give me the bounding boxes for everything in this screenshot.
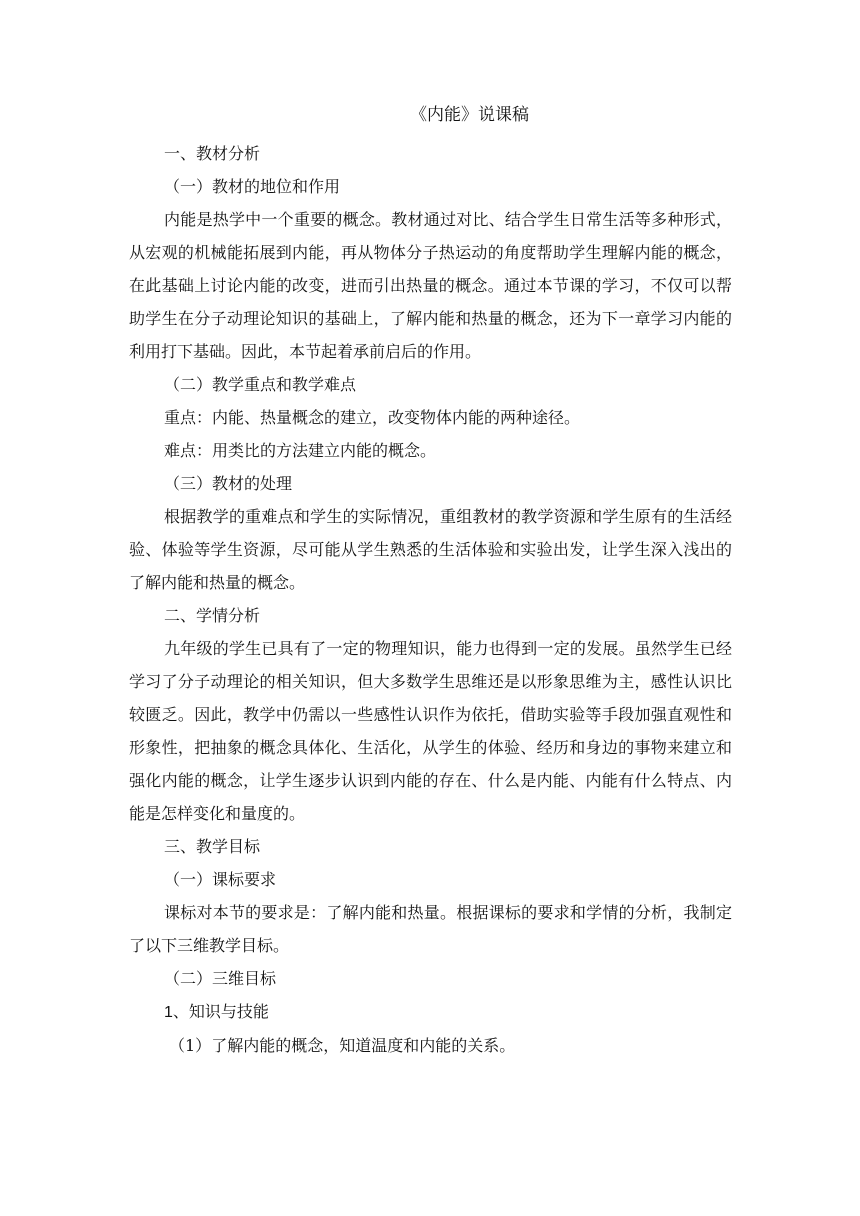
paragraph-1-1: 内能是热学中一个重要的概念。教材通过对比、结合学生日常生活等多种形式，从宏观的机械能拓展到内能，再从物体分子热运动的角度帮助学生理解内能的概念，在此基础上讨论内能的改变，进而引出热量的概念。通过本节课的学习，不仅可以帮助学生在分子动理论知识的基础上，了解内能和热量的概念，还为下一章学习内能的利用打下基础。因此，本节起着承前启后的作用。 bbox=[129, 210, 732, 361]
paragraph-3-1: 课标对本节的要求是：了解内能和热量。根据课标的要求和学情的分析，我制定了以下三维教学目标。 bbox=[129, 903, 732, 955]
subsection-heading-3-2: （二）三维目标 bbox=[164, 969, 277, 988]
paragraph-2: 九年级的学生已具有了一定的物理知识，能力也得到一定的发展。虽然学生已经学习了分子动理论的相关知识，但大多数学生思维还是以形象思维为主，感性认识比较匮乏。因此，教学中仍需以一些感性认识作为依托，借助实验等手段加强直观性和形象性，把抽象的概念具体化、生活化，从学生的体验、经历和身边的事物来建立和强化内能的概念，让学生逐步认识到内能的存在、什么是内能、内能有什么特点、内能是怎样变化和量度的。 bbox=[129, 639, 732, 823]
list-item-number: （1） bbox=[169, 1036, 212, 1055]
subsection-heading-3-1: （一）课标要求 bbox=[164, 870, 277, 889]
list-heading-text: 、知识与技能 bbox=[172, 1002, 269, 1021]
document-body bbox=[129, 104, 732, 1062]
subsection-heading-1-1: （一）教材的地位和作用 bbox=[164, 177, 341, 196]
paragraph-1-3: 根据教学的重难点和学生的实际情况，重组教材的教学资源和学生原有的生活经验、体验等学生资源，尽可能从学生熟悉的生活体验和实验出发，让学生深入浅出的了解内能和热量的概念。 bbox=[129, 507, 732, 592]
document-title: 《内能》说课稿 bbox=[410, 105, 529, 125]
list-number: 1 bbox=[164, 1004, 173, 1021]
difficulty-line: 难点：用类比的方法建立内能的概念。 bbox=[164, 441, 437, 460]
list-item-text: 了解内能的概念，知道温度和内能的关系。 bbox=[211, 1036, 516, 1055]
list-heading-knowledge bbox=[129, 995, 732, 1029]
section-heading-1: 一、教材分析 bbox=[164, 144, 261, 163]
list-item-1 bbox=[129, 1029, 732, 1062]
key-point-line: 重点：内能、热量概念的建立，改变物体内能的两种途径。 bbox=[164, 408, 581, 427]
subsection-heading-1-3: （三）教材的处理 bbox=[164, 474, 293, 493]
section-heading-3: 三、教学目标 bbox=[164, 837, 261, 856]
section-heading-2: 二、学情分析 bbox=[164, 606, 261, 625]
subsection-heading-1-2: （二）教学重点和教学难点 bbox=[164, 375, 357, 394]
